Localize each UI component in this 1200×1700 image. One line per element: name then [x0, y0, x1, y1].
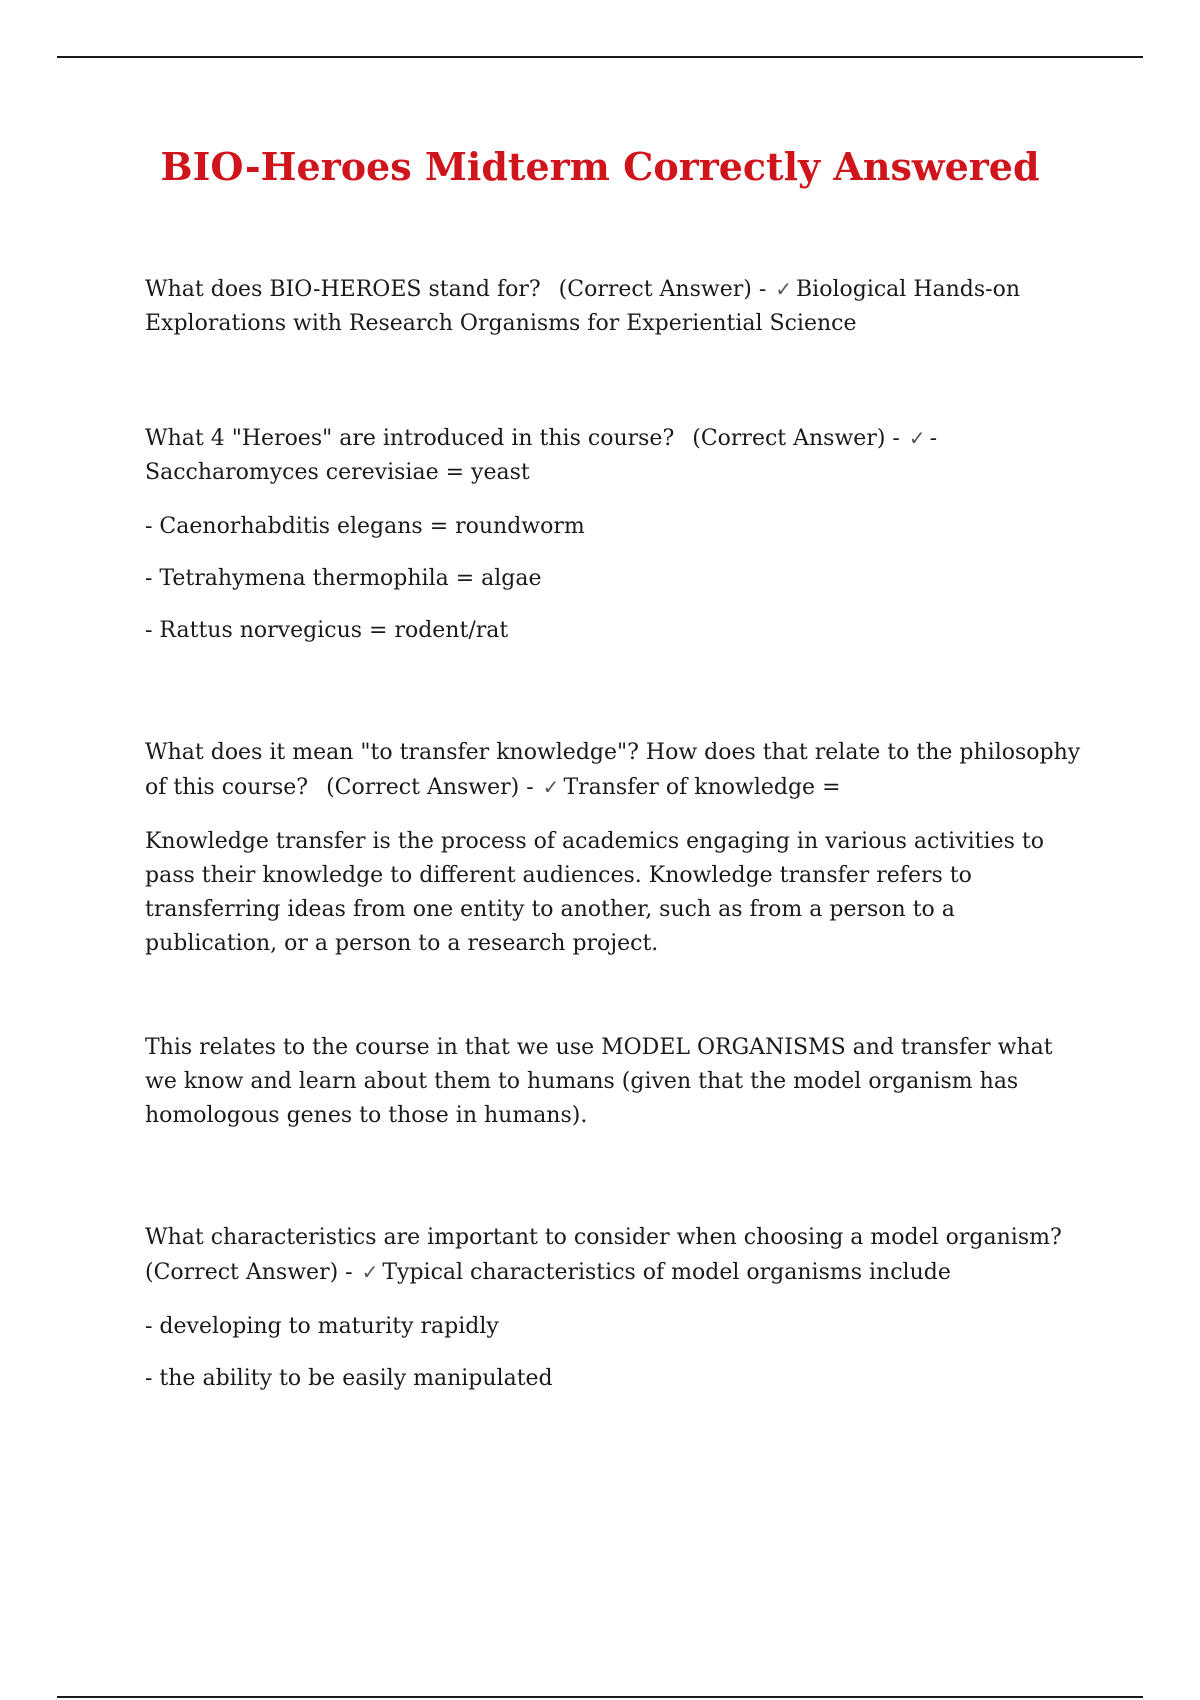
correct-answer-label: (Correct Answer) - [326, 775, 534, 800]
answer-paragraph: Knowledge transfer is the process of academics engaging in various activities to pass their knowledge to different audiences. Knowledge transfer refers to transferring ideas from one entity to another, such as from a person to a publication, or a person to a research project. [145, 829, 1044, 956]
correct-answer-label: (Correct Answer) - [692, 426, 900, 451]
answer-text: Typical characteristics of model organisms include [382, 1260, 951, 1285]
question-text: What characteristics are important to consider when choosing a model organism? [145, 1225, 1062, 1250]
answer-text: Biological Hands-on Explorations with Research Organisms for Experiential Science [145, 277, 1021, 336]
answer-text: - Saccharomyces cerevisiae = yeast [145, 426, 938, 485]
checkmark-icon: ✓ [775, 277, 793, 301]
bottom-rule [57, 1696, 1143, 1698]
document-body [145, 272, 1085, 1396]
qa-block-2 [145, 421, 1085, 490]
answer-list-item: - the ability to be easily manipulated [145, 1366, 553, 1391]
answer-paragraph: This relates to the course in that we use MODEL ORGANISMS and transfer what we know and learn about them to humans (given that the model organism has homologous genes to those in humans). [145, 1035, 1053, 1128]
question-text: What 4 "Heroes" are introduced in this course? [145, 426, 675, 451]
question-text: What does BIO-HEROES stand for? [145, 277, 541, 302]
answer-text: Transfer of knowledge = [563, 775, 841, 800]
question-text: What does it mean "to transfer knowledge"? How does that relate to the philosophy of this course? [145, 740, 1081, 800]
answer-list-item: - Tetrahymena thermophila = algae [145, 566, 542, 591]
checkmark-icon: ✓ [542, 775, 560, 799]
qa-block-4 [145, 1221, 1085, 1290]
qa-block-3 [145, 736, 1085, 805]
answer-list-item: - Rattus norvegicus = rodent/rat [145, 618, 509, 643]
correct-answer-label: (Correct Answer) - [145, 1260, 353, 1285]
answer-list-item: - Caenorhabditis elegans = roundworm [145, 514, 585, 539]
checkmark-icon: ✓ [361, 1260, 379, 1284]
document-title: BIO-Heroes Midterm Correctly Answered [160, 144, 1040, 189]
top-rule [57, 56, 1143, 58]
qa-block-1 [145, 272, 1085, 341]
correct-answer-label: (Correct Answer) - [558, 277, 767, 302]
answer-list-item: - developing to maturity rapidly [145, 1314, 499, 1339]
checkmark-icon: ✓ [908, 426, 926, 450]
